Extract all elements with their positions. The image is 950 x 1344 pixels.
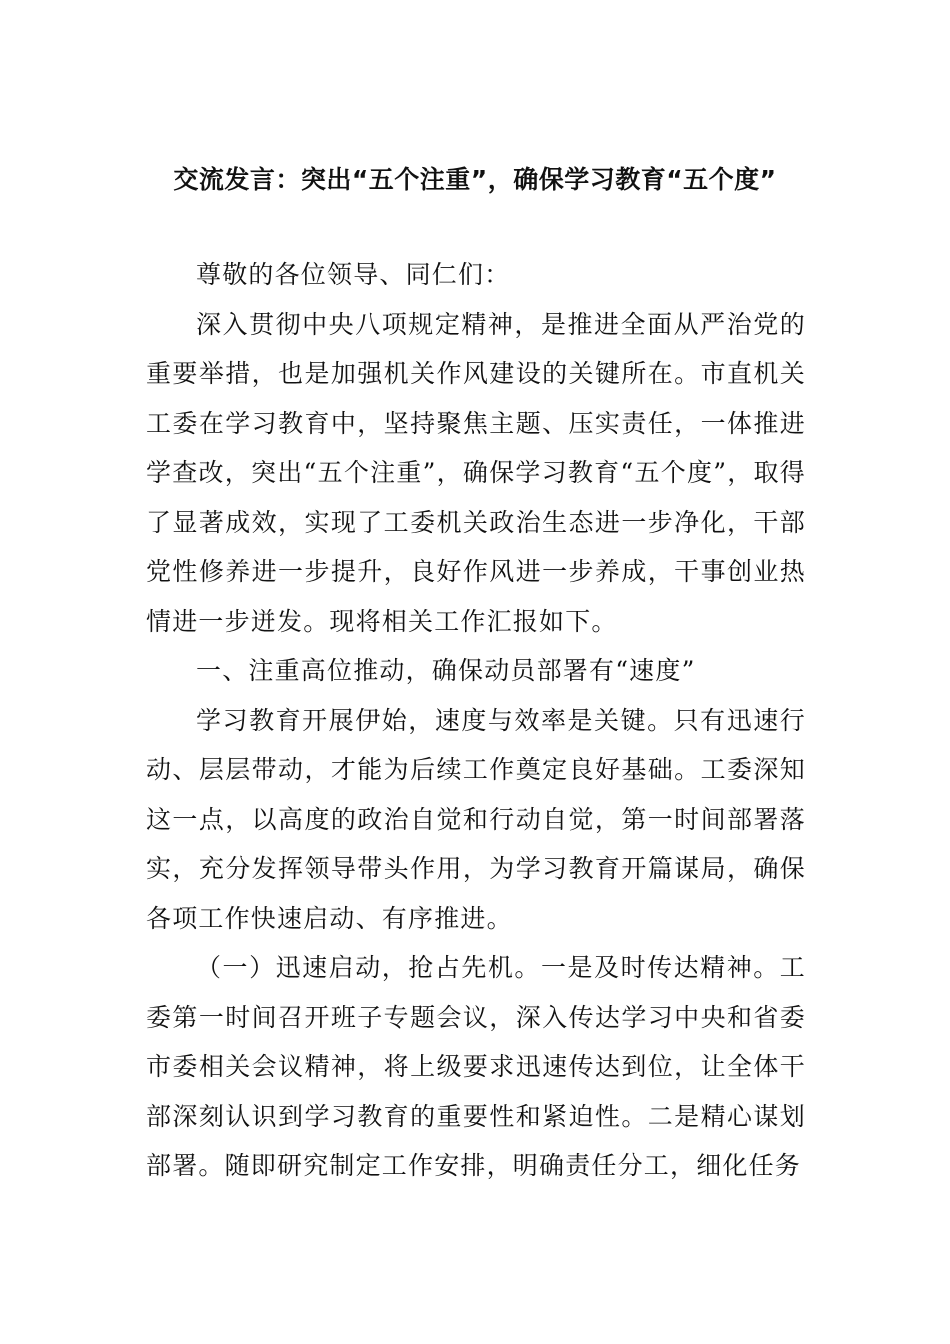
- salutation-paragraph: 尊敬的各位领导、同仁们：: [196, 260, 511, 289]
- intro-paragraph: 深入贯彻中央八项规定精神，是推进全面从严治党的重要举措，也是加强机关作风建设的关键所在。市直机关工委在学习教育中，坚持聚焦主题、压实责任，一体推进学查改，突出“五个注重”，确保学习教育“五个度”，取得了显著成效，实现了工委机关政治生态进一步净化，干部党性修养进一步提升，良好作风进一步养成，干事创业热情进一步迸发。现将相关工作汇报如下。: [146, 309, 806, 636]
- document-title: 交流发言：突出“五个注重”，确保学习教育“五个度”: [173, 165, 777, 194]
- subsection-1-paragraph: （一）迅速启动，抢占先机。一是及时传达精神。工委第一时间召开班子专题会议，深入传达学习中央和省委市委相关会议精神，将上级要求迅速传达到位，让全体干部深刻认识到学习教育的重要性和紧迫性。二是精心谋划部署。随即研究制定工作安排，明确责任分工，细化任务: [146, 953, 806, 1180]
- section-1-paragraph: 学习教育开展伊始，速度与效率是关键。只有迅速行动、层层带动，才能为后续工作奠定良好基础。工委深知这一点，以高度的政治自觉和行动自觉，第一时间部署落实，充分发挥领导带头作用，为学习教育开篇谋局，确保各项工作快速启动、有序推进。: [146, 705, 806, 933]
- document-body: [146, 250, 806, 1191]
- section-heading-1: 一、注重高位推动，确保动员部署有“速度”: [196, 656, 696, 685]
